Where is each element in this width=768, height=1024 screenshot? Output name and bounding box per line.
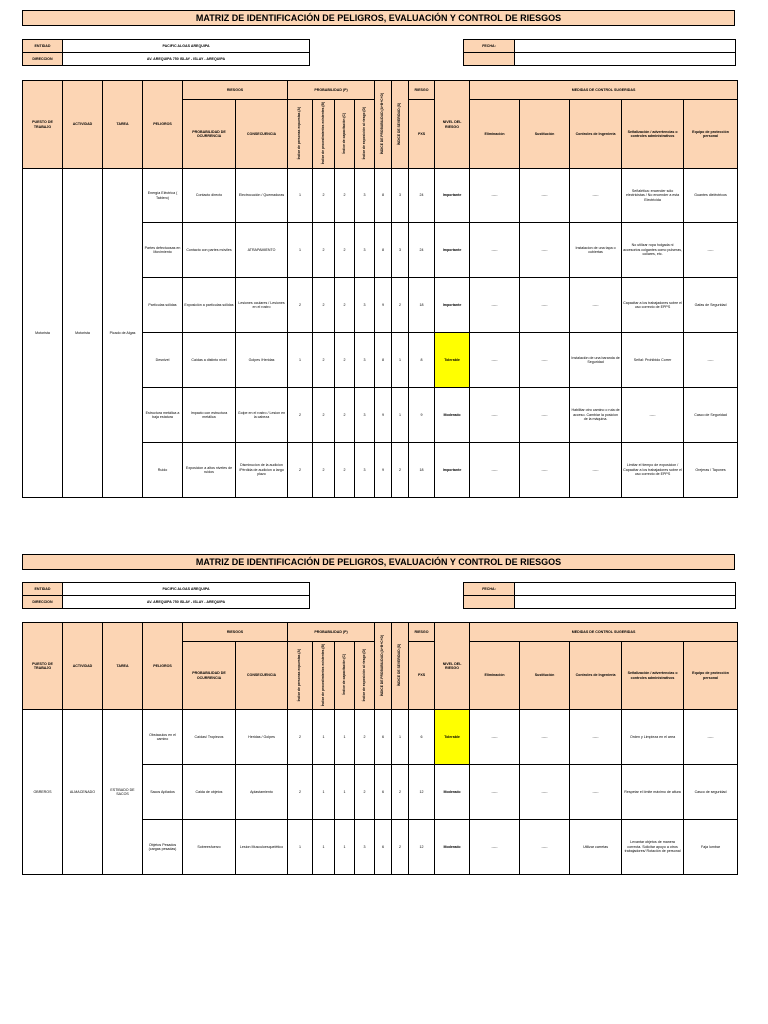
cell-peligro: Desnivel — [143, 333, 183, 388]
cell-nivel: Importante — [435, 278, 470, 333]
cell-consecuencia: Golpe en el rostro / Lesion en la cabeza — [236, 388, 288, 443]
header-medidas: MEDIDAS DE CONTROL SUGERIDAS — [470, 623, 738, 642]
cell-ip: 6 — [375, 820, 392, 875]
cell-c: 2 — [335, 223, 355, 278]
header-indice-sev: ÍNDICE DE SEVERIDAD (S) — [392, 81, 409, 169]
cell-prob-ocurrencia: Contacto con partes móviles — [183, 223, 236, 278]
cell-nivel: Tolerable — [435, 710, 470, 765]
cell-senalizacion: Capacitar a los trabajadores sobre el uso correcto de EPPS — [622, 278, 684, 333]
cell-sustitucion: ----- — [520, 278, 570, 333]
cell-sustitucion: ----- — [520, 710, 570, 765]
cell-tarea: ESTIBADO DE SACOS — [103, 710, 143, 875]
cell-peligro: Obstaculos en el camino — [143, 710, 183, 765]
cell-s: 1 — [392, 710, 409, 765]
cell-a: 2 — [288, 443, 313, 498]
cell-consecuencia: Electrocución / Quemaduras — [236, 169, 288, 223]
cell-pxs: 6 — [409, 710, 435, 765]
entidad-value: PACIFIC ALGAS AREQUIPA — [63, 40, 310, 53]
cell-actividad: ALMACENADO — [63, 710, 103, 875]
cell-d: 3 — [355, 169, 375, 223]
header-medidas: MEDIDAS DE CONTROL SUGERIDAS — [470, 81, 738, 100]
cell-b: 2 — [313, 443, 335, 498]
cell-d: 2 — [355, 765, 375, 820]
cell-s: 2 — [392, 765, 409, 820]
cell-ip: 9 — [375, 388, 392, 443]
cell-s: 2 — [392, 278, 409, 333]
header-senalizacion: Señalización / advertencias o controles administrativos — [622, 642, 684, 710]
header-peligros: PELIGROS — [143, 623, 183, 710]
header-indice-sev: ÍNDICE DE SEVERIDAD (S) — [392, 623, 409, 710]
matrix-title: MATRIZ DE IDENTIFICACIÓN DE PELIGROS, EVALUACIÓN Y CONTROL DE RIESGOS — [22, 10, 735, 26]
cell-d: 3 — [355, 388, 375, 443]
fecha-value[interactable] — [515, 40, 736, 53]
matrix-2 — [22, 554, 735, 876]
cell-peligro: Ruido — [143, 443, 183, 498]
cell-ip: 6 — [375, 765, 392, 820]
cell-controles-ing: ----- — [570, 278, 622, 333]
header-indice-d: Índice de exposición al riesgo (D) — [355, 100, 375, 169]
cell-pxs: 24 — [409, 169, 435, 223]
fecha-value-blank[interactable] — [515, 596, 736, 609]
cell-nivel: Importante — [435, 443, 470, 498]
cell-prob-ocurrencia: Caídas/ Tropiezos — [183, 710, 236, 765]
cell-senalizacion: Respetar el límite máximo de altura — [622, 765, 684, 820]
cell-senalizacion: Señalética: encender sólo electricistas / No encender a esta Electricida — [622, 169, 684, 223]
risk-table — [22, 80, 738, 498]
cell-controles-ing: Instalacion de una tapa o cubiertas — [570, 223, 622, 278]
header-eliminacion: Eliminación — [470, 642, 520, 710]
cell-tarea: Picado de Algas — [103, 169, 143, 498]
cell-eliminacion: ----- — [470, 710, 520, 765]
cell-ip: 8 — [375, 333, 392, 388]
cell-senalizacion: Limitar el tiempo de exposicion / Capacitar a los trabajadores sobre el uso correcto de EPPS — [622, 443, 684, 498]
cell-epp: Gafas de Seguridad — [684, 278, 738, 333]
cell-a: 1 — [288, 333, 313, 388]
header-puesto: PUESTO DE TRABAJO — [23, 623, 63, 710]
cell-c: 1 — [335, 710, 355, 765]
cell-b: 1 — [313, 765, 335, 820]
cell-ip: 9 — [375, 278, 392, 333]
cell-a: 2 — [288, 388, 313, 443]
header-epp: Equipo de protección personal — [684, 642, 738, 710]
cell-ip: 6 — [375, 710, 392, 765]
cell-peligro: Objetos Pesados (cargas pesadas) — [143, 820, 183, 875]
cell-sustitucion: ----- — [520, 443, 570, 498]
cell-a: 1 — [288, 223, 313, 278]
cell-eliminacion: ----- — [470, 820, 520, 875]
header-puesto: PUESTO DE TRABAJO — [23, 81, 63, 169]
info-right — [463, 39, 736, 66]
cell-a: 1 — [288, 169, 313, 223]
cell-prob-ocurrencia: Sobreesfuerzo — [183, 820, 236, 875]
cell-pxs: 12 — [409, 765, 435, 820]
table-row — [23, 710, 738, 765]
cell-b: 2 — [313, 333, 335, 388]
header-pxs: PXS — [409, 642, 435, 710]
cell-sustitucion: ----- — [520, 388, 570, 443]
cell-nivel: Moderado — [435, 388, 470, 443]
cell-eliminacion: ----- — [470, 278, 520, 333]
header-sustitucion: Sustitución — [520, 642, 570, 710]
cell-a: 1 — [288, 820, 313, 875]
cell-epp: Faja lumbar — [684, 820, 738, 875]
cell-d: 3 — [355, 443, 375, 498]
header-nivel: NIVEL DEL RIESGO — [435, 81, 470, 169]
cell-prob-ocurrencia: Exposición a partículas sólidas — [183, 278, 236, 333]
cell-controles-ing: Utilizar carretas — [570, 820, 622, 875]
info-right — [463, 582, 736, 609]
fecha-value[interactable] — [515, 583, 736, 596]
matrix-title: MATRIZ DE IDENTIFICACIÓN DE PELIGROS, EVALUACIÓN Y CONTROL DE RIESGOS — [22, 554, 735, 570]
cell-c: 2 — [335, 388, 355, 443]
fecha-label: FECHA: — [464, 583, 515, 596]
cell-puesto: Motorista — [23, 169, 63, 498]
cell-c: 2 — [335, 169, 355, 223]
cell-senalizacion: No utilizar ropa holgada ni accesorios colgantes como pulseras, collares, etc. — [622, 223, 684, 278]
cell-c: 2 — [335, 443, 355, 498]
cell-sustitucion: ----- — [520, 169, 570, 223]
header-senalizacion: Señalización / advertencias o controles administrativos — [622, 100, 684, 169]
cell-b: 2 — [313, 278, 335, 333]
cell-consecuencia: Aplastamiento — [236, 765, 288, 820]
cell-pxs: 9 — [409, 388, 435, 443]
cell-eliminacion: ----- — [470, 388, 520, 443]
direccion-value: AV. AREQUIPA 750 ISLAY - ISLAY - AREQUIPA — [63, 53, 310, 66]
header-eliminacion: Eliminación — [470, 100, 520, 169]
cell-nivel: Moderado — [435, 765, 470, 820]
cell-senalizacion: ----- — [622, 388, 684, 443]
cell-epp: Guantes dieléctricos — [684, 169, 738, 223]
cell-nivel: Importante — [435, 169, 470, 223]
header-indice-b: Índice de procedimientos existentes (B) — [313, 642, 335, 710]
cell-senalizacion: Levantar objetos de manera correcta. Solicitar apoyo a otros trabajadores/ Rotación de personal — [622, 820, 684, 875]
cell-nivel: Tolerable — [435, 333, 470, 388]
cell-controles-ing: Instalación de una baranda de Seguridad — [570, 333, 622, 388]
cell-sustitucion: ----- — [520, 765, 570, 820]
cell-controles-ing: ----- — [570, 169, 622, 223]
cell-epp: ----- — [684, 333, 738, 388]
cell-d: 2 — [355, 710, 375, 765]
cell-prob-ocurrencia: Caida de objetos — [183, 765, 236, 820]
header-actividad: ACTIVIDAD — [63, 623, 103, 710]
cell-epp: Casco de Seguridad — [684, 388, 738, 443]
header-indice-prob: ÍNDICE DE PROBABILIDAD (A+B+C+D) — [375, 623, 392, 710]
header-consecuencia: CONSECUENCIA — [236, 642, 288, 710]
header-indice-a: Índice de personas expuestas (A) — [288, 100, 313, 169]
cell-prob-ocurrencia: Contacto directo — [183, 169, 236, 223]
header-actividad: ACTIVIDAD — [63, 81, 103, 169]
cell-b: 2 — [313, 388, 335, 443]
cell-c: 1 — [335, 765, 355, 820]
header-prob-ocurrencia: PROBABILIDAD DE OCURRENCIA — [183, 100, 236, 169]
cell-d: 3 — [355, 223, 375, 278]
header-riesgo: RIESGO — [409, 81, 435, 100]
cell-eliminacion: ----- — [470, 169, 520, 223]
cell-peligro: Estructura metálica a baja estatura — [143, 388, 183, 443]
cell-epp: Orejeras / Tapones — [684, 443, 738, 498]
header-indice-b: Índice de procedimientos existentes (B) — [313, 100, 335, 169]
cell-consecuencia: Lesiones oculares / Lesiones en el rostro — [236, 278, 288, 333]
direccion-label: DIRECCION — [23, 596, 63, 609]
header-tarea: TAREA — [103, 623, 143, 710]
cell-nivel: Importante — [435, 223, 470, 278]
header-pxs: PXS — [409, 100, 435, 169]
header-probabilidad: PROBABILIDAD (P) — [288, 623, 375, 642]
header-indice-c: Índice de capacitación (C) — [335, 642, 355, 710]
cell-a: 2 — [288, 710, 313, 765]
cell-eliminacion: ----- — [470, 333, 520, 388]
entidad-label: ENTIDAD — [23, 583, 63, 596]
cell-prob-ocurrencia: Exposicion a altos niveles de ruidos — [183, 443, 236, 498]
header-riesgos: RIESGOS — [183, 81, 288, 100]
cell-controles-ing: Habilitar otro camino o ruta de acceso. Cambiar la posicion de la máquina. — [570, 388, 622, 443]
cell-pxs: 12 — [409, 820, 435, 875]
table-row — [23, 169, 738, 223]
cell-b: 2 — [313, 223, 335, 278]
fecha-label-blank — [464, 596, 515, 609]
cell-d: 3 — [355, 333, 375, 388]
cell-prob-ocurrencia: Caídas a distinto nivel — [183, 333, 236, 388]
fecha-label: FECHA: — [464, 40, 515, 53]
cell-ip: 8 — [375, 169, 392, 223]
cell-pxs: 8 — [409, 333, 435, 388]
cell-eliminacion: ----- — [470, 765, 520, 820]
cell-consecuencia: Heridas / Golpes — [236, 710, 288, 765]
cell-a: 2 — [288, 765, 313, 820]
cell-consecuencia: Disminucion de la audicion /Pérdida de audicion a largo plazo — [236, 443, 288, 498]
cell-c: 1 — [335, 820, 355, 875]
cell-senalizacion: Orden y Limpieza en el area — [622, 710, 684, 765]
info-left — [22, 582, 310, 609]
cell-epp: ----- — [684, 223, 738, 278]
header-controles-ing: Controles de Ingeniería — [570, 642, 622, 710]
header-indice-prob: ÍNDICE DE PROBABILIDAD (A+B+C+D) — [375, 81, 392, 169]
cell-epp: ----- — [684, 710, 738, 765]
header-prob-ocurrencia: PROBABILIDAD DE OCURRENCIA — [183, 642, 236, 710]
entidad-value: PACIFIC ALGAS AREQUIPA — [63, 583, 310, 596]
cell-s: 2 — [392, 820, 409, 875]
header-nivel: NIVEL DEL RIESGO — [435, 623, 470, 710]
header-tarea: TAREA — [103, 81, 143, 169]
cell-peligro: Energía Eléctrica ( Tablero) — [143, 169, 183, 223]
cell-consecuencia: Lesion Musculoesquelético — [236, 820, 288, 875]
matrix-1 — [22, 10, 735, 498]
header-probabilidad: PROBABILIDAD (P) — [288, 81, 375, 100]
cell-controles-ing: ----- — [570, 443, 622, 498]
cell-peligro: Partículas sólidas — [143, 278, 183, 333]
cell-s: 2 — [392, 443, 409, 498]
cell-a: 2 — [288, 278, 313, 333]
cell-peligro: Sacos Apilados — [143, 765, 183, 820]
header-indice-c: Índice de capacitación (C) — [335, 100, 355, 169]
header-controles-ing: Controles de Ingeniería — [570, 100, 622, 169]
header-riesgo: RIESGO — [409, 623, 435, 642]
direccion-value: AV. AREQUIPA 750 ISLAY - ISLAY - AREQUIPA — [63, 596, 310, 609]
cell-actividad: Motorista — [63, 169, 103, 498]
cell-nivel: Moderado — [435, 820, 470, 875]
cell-c: 2 — [335, 278, 355, 333]
fecha-value-blank[interactable] — [515, 53, 736, 66]
entidad-label: ENTIDAD — [23, 40, 63, 53]
risk-table — [22, 622, 738, 875]
cell-b: 1 — [313, 710, 335, 765]
cell-ip: 9 — [375, 443, 392, 498]
cell-consecuencia: Golpes /Heridas — [236, 333, 288, 388]
fecha-label-blank — [464, 53, 515, 66]
header-riesgos: RIESGOS — [183, 623, 288, 642]
cell-sustitucion: ----- — [520, 333, 570, 388]
cell-eliminacion: ----- — [470, 443, 520, 498]
cell-sustitucion: ----- — [520, 223, 570, 278]
cell-s: 1 — [392, 333, 409, 388]
cell-d: 3 — [355, 820, 375, 875]
cell-consecuencia: ATRAPAMIENTO — [236, 223, 288, 278]
cell-epp: Casco de seguridad — [684, 765, 738, 820]
cell-senalizacion: Señal: Prohibido Correr — [622, 333, 684, 388]
cell-puesto: OBREROS — [23, 710, 63, 875]
cell-c: 2 — [335, 333, 355, 388]
header-consecuencia: CONSECUENCIA — [236, 100, 288, 169]
cell-controles-ing: ----- — [570, 710, 622, 765]
cell-d: 3 — [355, 278, 375, 333]
cell-sustitucion: ----- — [520, 820, 570, 875]
direccion-label: DIRECCION — [23, 53, 63, 66]
header-peligros: PELIGROS — [143, 81, 183, 169]
cell-b: 1 — [313, 820, 335, 875]
header-epp: Equipo de protección personal — [684, 100, 738, 169]
cell-eliminacion: ----- — [470, 223, 520, 278]
header-indice-a: Índice de personas expuestas (A) — [288, 642, 313, 710]
header-indice-d: Índice de exposición al riesgo (D) — [355, 642, 375, 710]
cell-controles-ing: ----- — [570, 765, 622, 820]
cell-b: 2 — [313, 169, 335, 223]
cell-s: 1 — [392, 388, 409, 443]
cell-peligro: Partes defectuosas en Movimiento — [143, 223, 183, 278]
cell-pxs: 24 — [409, 223, 435, 278]
cell-pxs: 18 — [409, 278, 435, 333]
cell-prob-ocurrencia: Impacto con estructura metálica — [183, 388, 236, 443]
info-left — [22, 39, 310, 66]
cell-pxs: 18 — [409, 443, 435, 498]
cell-ip: 8 — [375, 223, 392, 278]
cell-s: 3 — [392, 223, 409, 278]
cell-s: 3 — [392, 169, 409, 223]
header-sustitucion: Sustitución — [520, 100, 570, 169]
